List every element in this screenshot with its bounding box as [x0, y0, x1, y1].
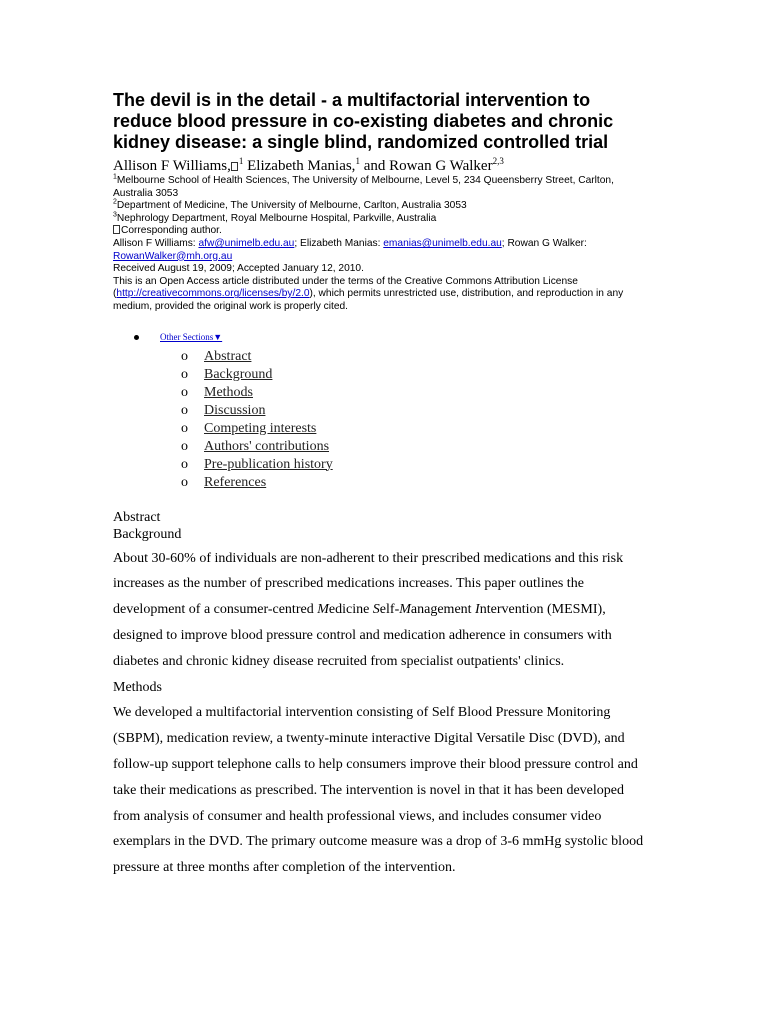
circle-bullet-icon: o	[181, 402, 188, 418]
section-item	[113, 420, 653, 438]
affiliation-text: Melbourne School of Health Sciences, The University of Melbourne, Level 5, 234 Queensberry Street, Carlton, Australia 3053	[113, 175, 614, 199]
author-list	[113, 153, 653, 175]
section-link-abstract[interactable]: Abstract	[204, 348, 252, 364]
corresponding-author-note	[113, 225, 653, 238]
section-list	[113, 348, 653, 492]
acronym-word: ntervention	[479, 602, 544, 618]
methods-paragraph: We developed a multifactorial intervention consisting of Self Blood Pressure Monitoring (SBPM), medication review, a twenty-minute interactive Digital Versatile Disc (DVD), and follow-up support telephone calls to help consumers improve their blood pressure control and take their medications as prescribed. The intervention is novel in that it has been developed from analysis of consumer and health professional views, and includes consumer video exemplars in the DVD. The primary outcome measure was a drop of 3-6 mmHg systolic blood pressure at three months after completion of the intervention.	[113, 705, 644, 876]
email-link[interactable]: RowanWalker@mh.org.au	[113, 250, 233, 262]
section-link-references[interactable]: References	[204, 474, 267, 490]
affiliation-ref: 1	[355, 156, 360, 166]
section-navigation	[113, 332, 653, 492]
abstract-section	[113, 509, 653, 881]
circle-bullet-icon: o	[181, 438, 188, 454]
email-owner: Allison F Williams:	[113, 237, 199, 249]
email-owner: ; Rowan G Walker:	[501, 237, 587, 249]
paren: (	[113, 288, 117, 300]
email-link[interactable]: emanias@unimelb.edu.au	[383, 237, 502, 249]
author-name[interactable]: and Rowan G Walker	[359, 158, 493, 174]
section-link-methods[interactable]: Methods	[204, 384, 253, 400]
bullet-icon	[134, 335, 139, 340]
section-item	[113, 474, 653, 492]
circle-bullet-icon: o	[181, 384, 188, 400]
background-paragraph	[113, 546, 653, 675]
license-text	[113, 276, 653, 314]
corresponding-author-icon	[231, 162, 238, 171]
section-item	[113, 438, 653, 456]
affiliation	[113, 200, 653, 213]
section-item	[113, 456, 653, 474]
license-intro: This is an Open Access article distributed under the terms of the Creative Commons Attribution License	[113, 275, 578, 287]
acronym-letter: M	[399, 602, 411, 618]
affiliation	[113, 175, 653, 200]
affiliation-ref: 1	[238, 156, 244, 166]
circle-bullet-icon: o	[181, 474, 188, 490]
email-owner: ; Elizabeth Manias:	[294, 237, 384, 249]
section-item	[113, 366, 653, 384]
article	[113, 90, 653, 881]
acronym-word: edicine	[328, 602, 373, 618]
email-link[interactable]: afw@unimelb.edu.au	[198, 237, 295, 249]
section-item	[113, 402, 653, 420]
license-link[interactable]: http://creativecommons.org/licenses/by/2.0	[116, 288, 310, 300]
corresponding-author-text: Corresponding author.	[121, 225, 222, 237]
affiliation-number: 3	[113, 211, 117, 219]
affiliation-number: 1	[113, 173, 117, 181]
acronym-letter: I	[475, 602, 480, 618]
article-title: The devil is in the detail - a multifactorial intervention to reduce blood pressure in co-existing diabetes and chronic kidney disease: a single blind, randomized controlled trial	[113, 90, 614, 152]
affiliation-ref: 2,3	[492, 156, 504, 166]
license-rest: ), which permits unrestricted use, distribution, and reproduction in any medium, provided the original work is properly cited.	[113, 288, 624, 312]
circle-bullet-icon: o	[181, 420, 188, 436]
received-date: Received August 19, 2009; Accepted January 12, 2010.	[113, 263, 364, 275]
background-text: (MESMI), designed to improve blood pressure control and medication adherence in consumers with diabetes and chronic kidney disease recruited from specialist outpatients' clinics.	[113, 602, 612, 669]
acronym-word: anagement	[410, 602, 476, 618]
section-link-background[interactable]: Background	[204, 366, 273, 382]
background-heading: Background	[113, 526, 182, 542]
author-name[interactable]: Elizabeth Manias,	[243, 158, 356, 174]
other-sections-toggle[interactable]: Other Sections▼	[160, 331, 223, 342]
affiliation	[113, 213, 653, 226]
section-link-pre-publication-history[interactable]: Pre-publication history	[204, 456, 333, 472]
acronym-letter: M	[317, 602, 329, 618]
section-link-discussion[interactable]: Discussion	[204, 402, 266, 418]
author-emails	[113, 238, 653, 263]
acronym-word: elf-	[379, 602, 400, 618]
affiliation-number: 2	[113, 198, 117, 206]
circle-bullet-icon: o	[181, 456, 188, 472]
other-sections-row	[113, 332, 653, 348]
acronym-letter: S	[372, 602, 380, 618]
affiliation-text: Department of Medicine, The University of Melbourne, Carlton, Australia 3053	[116, 200, 467, 212]
circle-bullet-icon: o	[181, 348, 188, 364]
circle-bullet-icon: o	[181, 366, 188, 382]
section-item	[113, 348, 653, 366]
corresponding-author-icon	[113, 225, 120, 234]
methods-heading: Methods	[113, 679, 162, 695]
section-link-competing-interests[interactable]: Competing interests	[204, 420, 317, 436]
affiliations	[113, 175, 653, 225]
section-item	[113, 384, 653, 402]
section-link-authors-contributions[interactable]: Authors' contributions	[204, 438, 330, 454]
background-text: About 30-60% of individuals are non-adherent to their prescribed medications and this risk increases as the number of prescribed medications increases. This paper outlines the development of a consumer-centred	[113, 550, 624, 618]
affiliation-text: Nephrology Department, Royal Melbourne Hospital, Parkville, Australia	[116, 212, 437, 224]
author-name[interactable]: Allison F Williams,	[113, 158, 231, 174]
abstract-heading: Abstract	[113, 509, 161, 525]
